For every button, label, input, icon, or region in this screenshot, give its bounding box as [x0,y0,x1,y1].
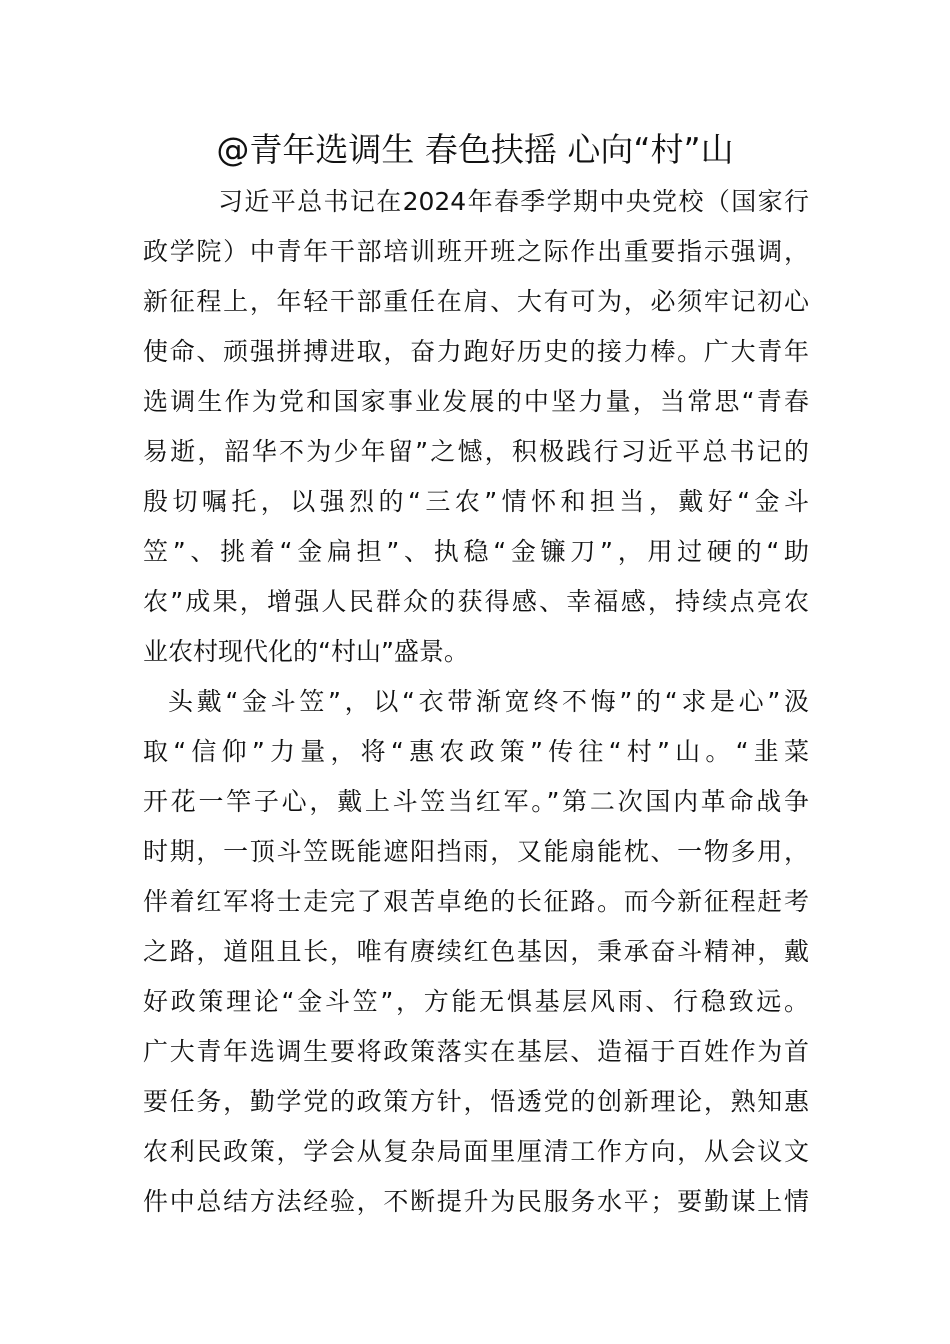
text-line: 殷切嘱托，以强烈的“三农”情怀和担当，戴好“金斗 [143,487,809,516]
paragraph-2 [143,677,809,1227]
text-line: 开花一竿子心，戴上斗笠当红军。”第二次国内革命战争 [143,787,809,816]
text-line: 业农村现代化的“村山”盛景。 [143,637,469,666]
text-line: 要任务，勤学党的政策方针，悟透党的创新理论，熟知惠 [143,1087,809,1116]
text-line: 笠”、挑着“金扁担”、执稳“金镰刀”，用过硬的“助 [143,537,809,566]
text-line: 使命、顽强拼搏进取，奋力跑好历史的接力棒。广大青年 [143,337,809,366]
text-line: 选调生作为党和国家事业发展的中坚力量，当常思“青春 [143,387,809,416]
paragraph-1 [143,177,809,677]
text-line: 好政策理论“金斗笠”，方能无惧基层风雨、行稳致远。 [143,987,809,1016]
text-line: 伴着红军将士走完了艰苦卓绝的长征路。而今新征程赶考 [143,887,809,916]
text-line: 习近平总书记在2024年春季学期中央党校（国家行 [218,187,809,216]
text-line: 件中总结方法经验，不断提升为民服务水平；要勤谋上情 [143,1187,809,1216]
document-body [143,177,809,1227]
text-line: 之路，道阻且长，唯有赓续红色基因，秉承奋斗精神，戴 [143,937,809,966]
text-line: 新征程上，年轻干部重任在肩、大有可为，必须牢记初心 [143,287,809,316]
text-line: 易逝，韶华不为少年留”之憾，积极践行习近平总书记的 [143,437,809,466]
text-line: 取“信仰”力量，将“惠农政策”传往“村”山。“韭菜 [143,737,809,766]
text-line: 时期，一顶斗笠既能遮阳挡雨，又能扇能枕、一物多用， [143,837,809,866]
text-line: 农”成果，增强人民群众的获得感、幸福感，持续点亮农 [143,587,809,616]
document-title: @青年选调生 春色扶摇 心向“村”山 [216,130,734,169]
text-line: 广大青年选调生要将政策落实在基层、造福于百姓作为首 [143,1037,809,1066]
text-line: 政学院）中青年干部培训班开班之际作出重要指示强调， [143,237,809,266]
text-line: 头戴“金斗笠”，以“衣带渐宽终不悔”的“求是心”汲 [168,687,809,716]
text-line: 农利民政策，学会从复杂局面里厘清工作方向，从会议文 [143,1137,809,1166]
